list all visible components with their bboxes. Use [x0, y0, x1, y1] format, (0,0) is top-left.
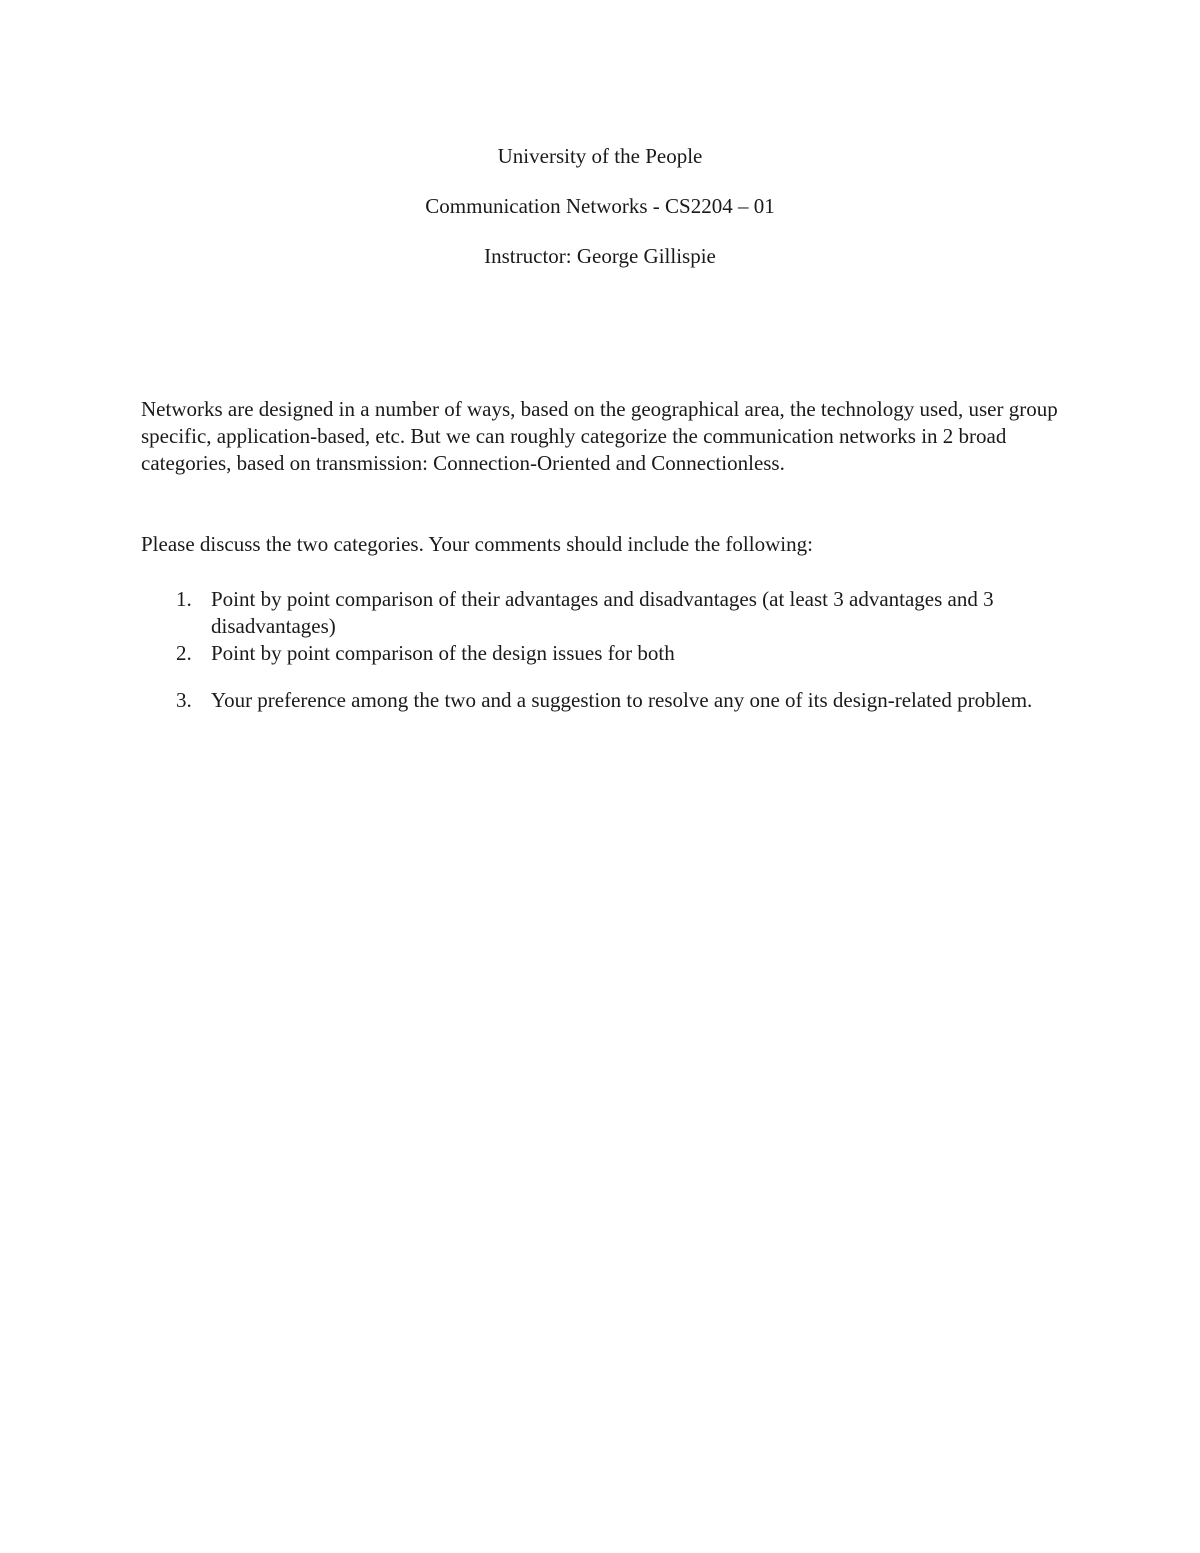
intro-paragraph: Networks are designed in a number of ways, based on the geographical area, the technology used, user group specific, application-based, etc. But we can roughly categorize the communication networks in 2 broad categories, based on transmission: Connection-Oriented and Connectionless. [141, 397, 1058, 475]
course-title: Communication Networks - CS2204 – 01 [425, 194, 775, 218]
list-item [141, 640, 1066, 667]
institution-name: University of the People [497, 144, 703, 168]
list-item-number: 2. [176, 641, 192, 665]
list-item [141, 586, 1066, 640]
list-item-text: Point by point comparison of the design issues for both [211, 641, 675, 665]
instruction-paragraph: Please discuss the two categories. Your comments should include the following: [141, 532, 813, 556]
list-item-text: Point by point comparison of their advantages and disadvantages (at least 3 advantages and 3 disadvantages) [211, 587, 994, 638]
instructor-name: Instructor: George Gillispie [484, 244, 716, 268]
list-item-text: Your preference among the two and a suggestion to resolve any one of its design-related problem. [211, 688, 1033, 712]
list-item-number: 1. [176, 587, 192, 611]
list-item-number: 3. [176, 688, 192, 712]
list-item [141, 687, 1066, 714]
